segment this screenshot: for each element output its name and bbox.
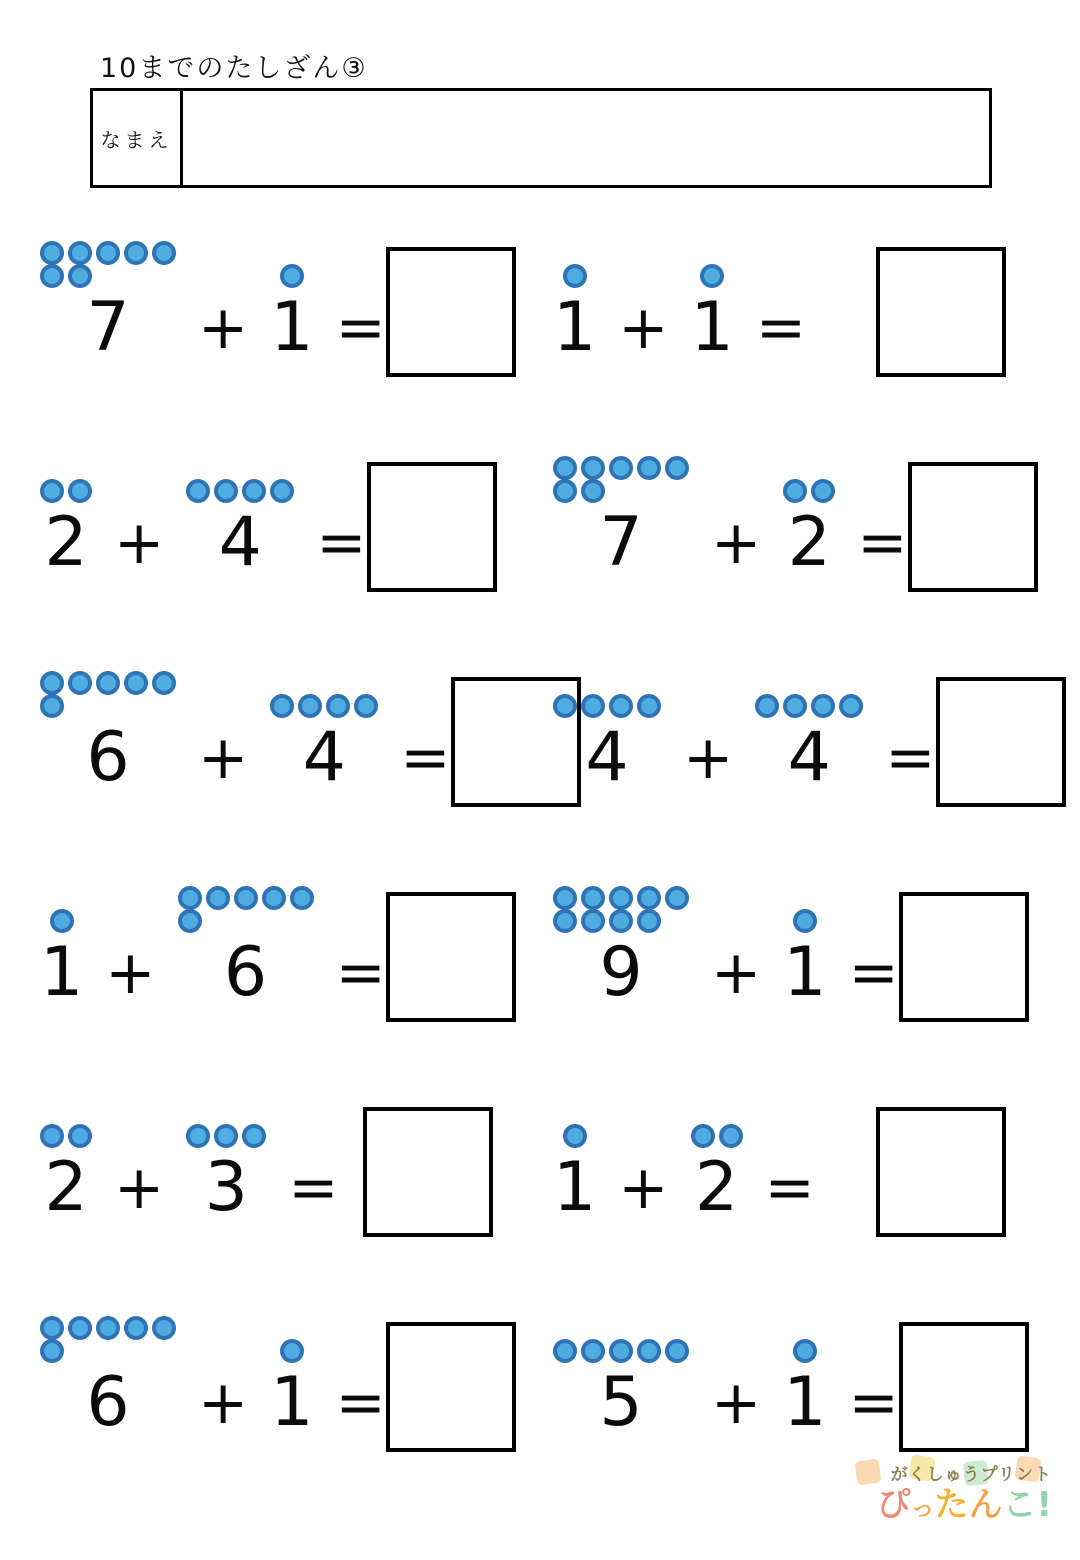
plus-sign: +	[711, 1368, 762, 1438]
counting-dot	[280, 264, 304, 288]
equals-sign: =	[764, 1153, 815, 1223]
answer-box[interactable]	[899, 892, 1029, 1022]
operand-b: 1	[783, 933, 827, 1012]
logo-char: こ	[1002, 1485, 1037, 1525]
counting-dot	[755, 694, 779, 718]
counting-dot	[124, 1316, 148, 1340]
counting-dot	[609, 694, 633, 718]
counting-dot	[665, 1339, 689, 1363]
answer-box[interactable]	[876, 247, 1006, 377]
dot-group	[50, 884, 74, 933]
counting-dot	[581, 456, 605, 480]
problems-grid	[30, 210, 1008, 1500]
operand-a: 1	[553, 288, 597, 367]
operand-b: 4	[787, 718, 831, 797]
plus-sign: +	[711, 938, 762, 1008]
counting-dot	[793, 909, 817, 933]
counting-dot	[40, 671, 64, 695]
counting-dot	[242, 1124, 266, 1148]
equals-sign: =	[316, 508, 367, 578]
counting-dot	[665, 456, 689, 480]
equals-sign: =	[848, 938, 899, 1008]
counting-dot	[178, 909, 202, 933]
problem-7-plus-1	[30, 210, 495, 425]
page-title: 10までのたしざん③	[100, 53, 368, 84]
operand-a: 7	[599, 503, 643, 582]
counting-dot	[581, 886, 605, 910]
operand-b: 1	[270, 1363, 314, 1442]
counting-dot	[581, 694, 605, 718]
counting-dot	[637, 694, 661, 718]
counting-dot	[609, 456, 633, 480]
dot-group	[553, 884, 689, 933]
equals-sign: =	[848, 1368, 899, 1438]
counting-dot	[609, 886, 633, 910]
counting-dot	[354, 694, 378, 718]
counting-dot	[68, 671, 92, 695]
equals-sign: =	[335, 1368, 386, 1438]
answer-box[interactable]	[899, 1322, 1029, 1452]
counting-dot	[186, 1124, 210, 1148]
counting-dot	[581, 479, 605, 503]
logo-char: た	[934, 1485, 969, 1525]
dot-group	[40, 454, 92, 503]
equals-sign: =	[755, 293, 807, 363]
operand-b: 2	[694, 1148, 739, 1227]
problem-7-plus-2	[543, 425, 1008, 640]
counting-dot	[290, 886, 314, 910]
counting-dot	[563, 264, 587, 288]
counting-dot	[553, 909, 577, 933]
counting-dot	[326, 694, 350, 718]
counting-dot	[40, 1124, 64, 1148]
equals-sign: =	[335, 293, 386, 363]
counting-dot	[280, 1339, 304, 1363]
counting-dot	[609, 909, 633, 933]
problem-1-plus-6	[30, 855, 495, 1070]
counting-dot	[214, 1124, 238, 1148]
counting-dot	[50, 909, 74, 933]
problem-6-plus-1	[30, 1285, 495, 1500]
dot-group	[783, 454, 835, 503]
problem-2-plus-4	[30, 425, 495, 640]
counting-dot	[298, 694, 322, 718]
counting-dot	[242, 479, 266, 503]
operand-a: 1	[40, 933, 84, 1012]
dot-group	[40, 669, 176, 718]
dot-group	[563, 1099, 587, 1148]
counting-dot	[68, 1124, 92, 1148]
counting-dot	[40, 1316, 64, 1340]
plus-sign: +	[105, 938, 156, 1008]
answer-box[interactable]	[367, 462, 497, 592]
dot-group	[793, 1314, 817, 1363]
counting-dot	[40, 241, 64, 265]
dot-group	[178, 884, 314, 933]
plus-sign: +	[114, 1153, 165, 1223]
dot-group	[40, 1314, 176, 1363]
dot-group	[280, 1314, 304, 1363]
logo-char: !	[1036, 1485, 1052, 1525]
answer-box[interactable]	[908, 462, 1038, 592]
dot-group	[270, 669, 378, 718]
counting-dot	[124, 671, 148, 695]
equals-sign: =	[288, 1153, 339, 1223]
operand-b: 1	[690, 288, 734, 367]
operand-a: 6	[86, 718, 130, 797]
equals-sign: =	[885, 723, 936, 793]
counting-dot	[793, 1339, 817, 1363]
operand-a: 5	[599, 1363, 643, 1442]
operand-b: 4	[218, 503, 262, 582]
dot-group	[700, 239, 724, 288]
counting-dot	[609, 1339, 633, 1363]
problem-4-plus-4	[543, 640, 1008, 855]
counting-dot	[783, 479, 807, 503]
counting-dot	[691, 1124, 715, 1148]
counting-dot	[811, 479, 835, 503]
counting-dot	[665, 886, 689, 910]
counting-dot	[40, 694, 64, 718]
counting-dot	[839, 694, 863, 718]
dot-group	[553, 1314, 689, 1363]
problem-2-plus-3	[30, 1070, 495, 1285]
name-input-area[interactable]	[183, 91, 989, 185]
dot-group	[691, 1099, 743, 1148]
counting-dot	[637, 886, 661, 910]
counting-dot	[96, 1316, 120, 1340]
dot-group	[280, 239, 304, 288]
counting-dot	[270, 479, 294, 503]
counting-dot	[68, 479, 92, 503]
plus-sign: +	[198, 723, 249, 793]
counting-dot	[637, 1339, 661, 1363]
counting-dot	[719, 1124, 743, 1148]
operand-a: 7	[86, 288, 130, 367]
counting-dot	[270, 694, 294, 718]
counting-dot	[700, 264, 724, 288]
answer-box[interactable]	[936, 677, 1066, 807]
answer-box[interactable]	[386, 1322, 516, 1452]
counting-dot	[152, 241, 176, 265]
operand-a: 1	[553, 1148, 597, 1227]
operand-a: 4	[585, 718, 629, 797]
dot-group	[553, 454, 689, 503]
counting-dot	[68, 241, 92, 265]
operand-a: 2	[44, 1148, 88, 1227]
counting-dot	[553, 694, 577, 718]
problem-1-plus-2	[543, 1070, 1008, 1285]
name-label: なまえ	[93, 91, 183, 185]
counting-dot	[152, 1316, 176, 1340]
plus-sign: +	[198, 293, 249, 363]
counting-dot	[553, 1339, 577, 1363]
counting-dot	[68, 1316, 92, 1340]
counting-dot	[124, 241, 148, 265]
counting-dot	[811, 694, 835, 718]
plus-sign: +	[711, 508, 762, 578]
counting-dot	[152, 671, 176, 695]
operand-b: 4	[302, 718, 346, 797]
counting-dot	[783, 694, 807, 718]
dot-group	[40, 239, 176, 288]
counting-dot	[234, 886, 258, 910]
counting-dot	[581, 909, 605, 933]
counting-dot	[96, 671, 120, 695]
counting-dot	[553, 886, 577, 910]
plus-sign: +	[114, 508, 165, 578]
logo-main-text	[802, 1485, 1052, 1526]
answer-box[interactable]	[386, 892, 516, 1022]
plus-sign: +	[683, 723, 734, 793]
counting-dot	[206, 886, 230, 910]
answer-box[interactable]	[386, 247, 516, 377]
counting-dot	[68, 264, 92, 288]
counting-dot	[40, 479, 64, 503]
operand-a: 2	[44, 503, 88, 582]
counting-dot	[262, 886, 286, 910]
counting-dot	[186, 479, 210, 503]
plus-sign: +	[618, 293, 669, 363]
counting-dot	[96, 241, 120, 265]
counting-dot	[40, 1339, 64, 1363]
counting-dot	[637, 456, 661, 480]
dot-group	[186, 454, 294, 503]
logo-char: っ	[910, 1494, 935, 1522]
operand-b: 2	[787, 503, 831, 582]
problem-9-plus-1	[543, 855, 1008, 1070]
counting-dot	[214, 479, 238, 503]
logo-char: ん	[968, 1485, 1003, 1525]
dot-group	[563, 239, 587, 288]
counting-dot	[553, 456, 577, 480]
operand-b: 1	[270, 288, 314, 367]
operand-a: 6	[86, 1363, 130, 1442]
problem-6-plus-4	[30, 640, 495, 855]
logo-top-text: がくしゅうプリント	[890, 1465, 1052, 1485]
equals-sign: =	[857, 508, 908, 578]
operand-b: 3	[204, 1148, 248, 1227]
dot-group	[553, 669, 661, 718]
dot-group	[755, 669, 863, 718]
counting-dot	[637, 909, 661, 933]
operand-a: 9	[599, 933, 643, 1012]
counting-dot	[40, 264, 64, 288]
publisher-logo	[802, 1460, 1052, 1546]
answer-box[interactable]	[876, 1107, 1006, 1237]
logo-char: ぴ	[876, 1485, 911, 1525]
operand-b: 1	[783, 1363, 827, 1442]
counting-dot	[553, 479, 577, 503]
counting-dot	[581, 1339, 605, 1363]
plus-sign: +	[618, 1153, 669, 1223]
dot-group	[40, 1099, 92, 1148]
answer-box[interactable]	[363, 1107, 493, 1237]
counting-dot	[563, 1124, 587, 1148]
equals-sign: =	[400, 723, 451, 793]
dot-group	[793, 884, 817, 933]
equals-sign: =	[335, 938, 386, 1008]
plus-sign: +	[198, 1368, 249, 1438]
counting-dot	[178, 886, 202, 910]
name-field	[90, 88, 992, 188]
problem-1-plus-1	[543, 210, 1008, 425]
operand-b: 6	[223, 933, 268, 1012]
dot-group	[186, 1099, 266, 1148]
